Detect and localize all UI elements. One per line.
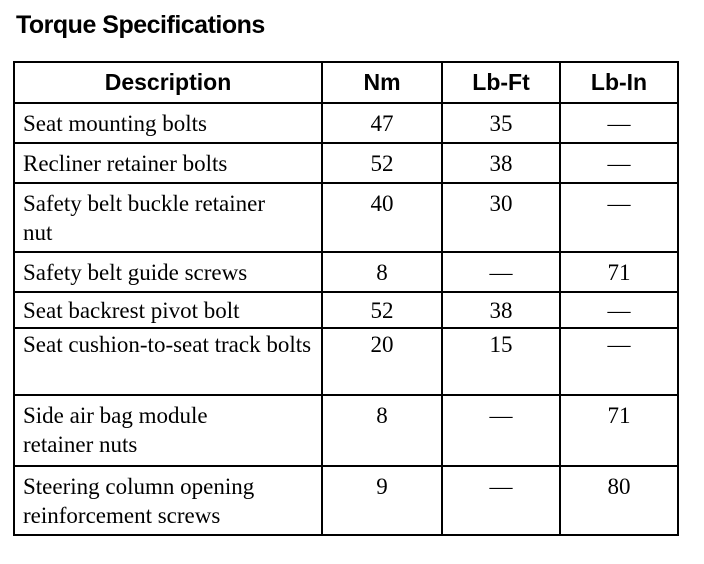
row-nm: 9 bbox=[322, 466, 442, 535]
table-row bbox=[14, 103, 678, 143]
table-row bbox=[14, 292, 678, 328]
row-description: Seat mounting bolts bbox=[14, 103, 322, 143]
row-lbft: 30 bbox=[442, 183, 560, 252]
table-row bbox=[14, 252, 678, 292]
table-row bbox=[14, 395, 678, 466]
table-header-row bbox=[14, 62, 678, 103]
row-description: Side air bag module retainer nuts bbox=[14, 395, 322, 466]
table-row bbox=[14, 328, 678, 395]
page-title: Torque Specifications bbox=[16, 11, 265, 39]
row-lbin: 80 bbox=[560, 466, 678, 535]
row-lbin: 71 bbox=[560, 252, 678, 292]
row-description: Seat cushion-to-seat track bolts bbox=[14, 328, 322, 395]
header-lbin: Lb-In bbox=[560, 62, 678, 103]
row-nm: 52 bbox=[322, 292, 442, 328]
row-lbft: — bbox=[442, 395, 560, 466]
table-row bbox=[14, 183, 678, 252]
row-lbft: 38 bbox=[442, 143, 560, 183]
row-lbft: — bbox=[442, 252, 560, 292]
row-description: Safety belt guide screws bbox=[14, 252, 322, 292]
row-lbin: — bbox=[560, 292, 678, 328]
row-nm: 20 bbox=[322, 328, 442, 395]
row-nm: 52 bbox=[322, 143, 442, 183]
table-row bbox=[14, 143, 678, 183]
table-row bbox=[14, 466, 678, 535]
row-description: Seat backrest pivot bolt bbox=[14, 292, 322, 328]
row-nm: 47 bbox=[322, 103, 442, 143]
row-lbft: — bbox=[442, 466, 560, 535]
row-lbin: — bbox=[560, 143, 678, 183]
row-lbin: — bbox=[560, 103, 678, 143]
torque-spec-table bbox=[13, 61, 679, 536]
row-nm: 8 bbox=[322, 252, 442, 292]
row-nm: 40 bbox=[322, 183, 442, 252]
row-lbft: 15 bbox=[442, 328, 560, 395]
header-lbft: Lb-Ft bbox=[442, 62, 560, 103]
row-lbin: — bbox=[560, 183, 678, 252]
row-lbft: 35 bbox=[442, 103, 560, 143]
header-nm: Nm bbox=[322, 62, 442, 103]
row-lbin: 71 bbox=[560, 395, 678, 466]
header-description: Description bbox=[14, 62, 322, 103]
row-description: Steering column opening reinforcement screws bbox=[14, 466, 322, 535]
row-nm: 8 bbox=[322, 395, 442, 466]
row-description: Safety belt buckle retainer nut bbox=[14, 183, 322, 252]
row-lbin: — bbox=[560, 328, 678, 395]
row-lbft: 38 bbox=[442, 292, 560, 328]
row-description: Recliner retainer bolts bbox=[14, 143, 322, 183]
